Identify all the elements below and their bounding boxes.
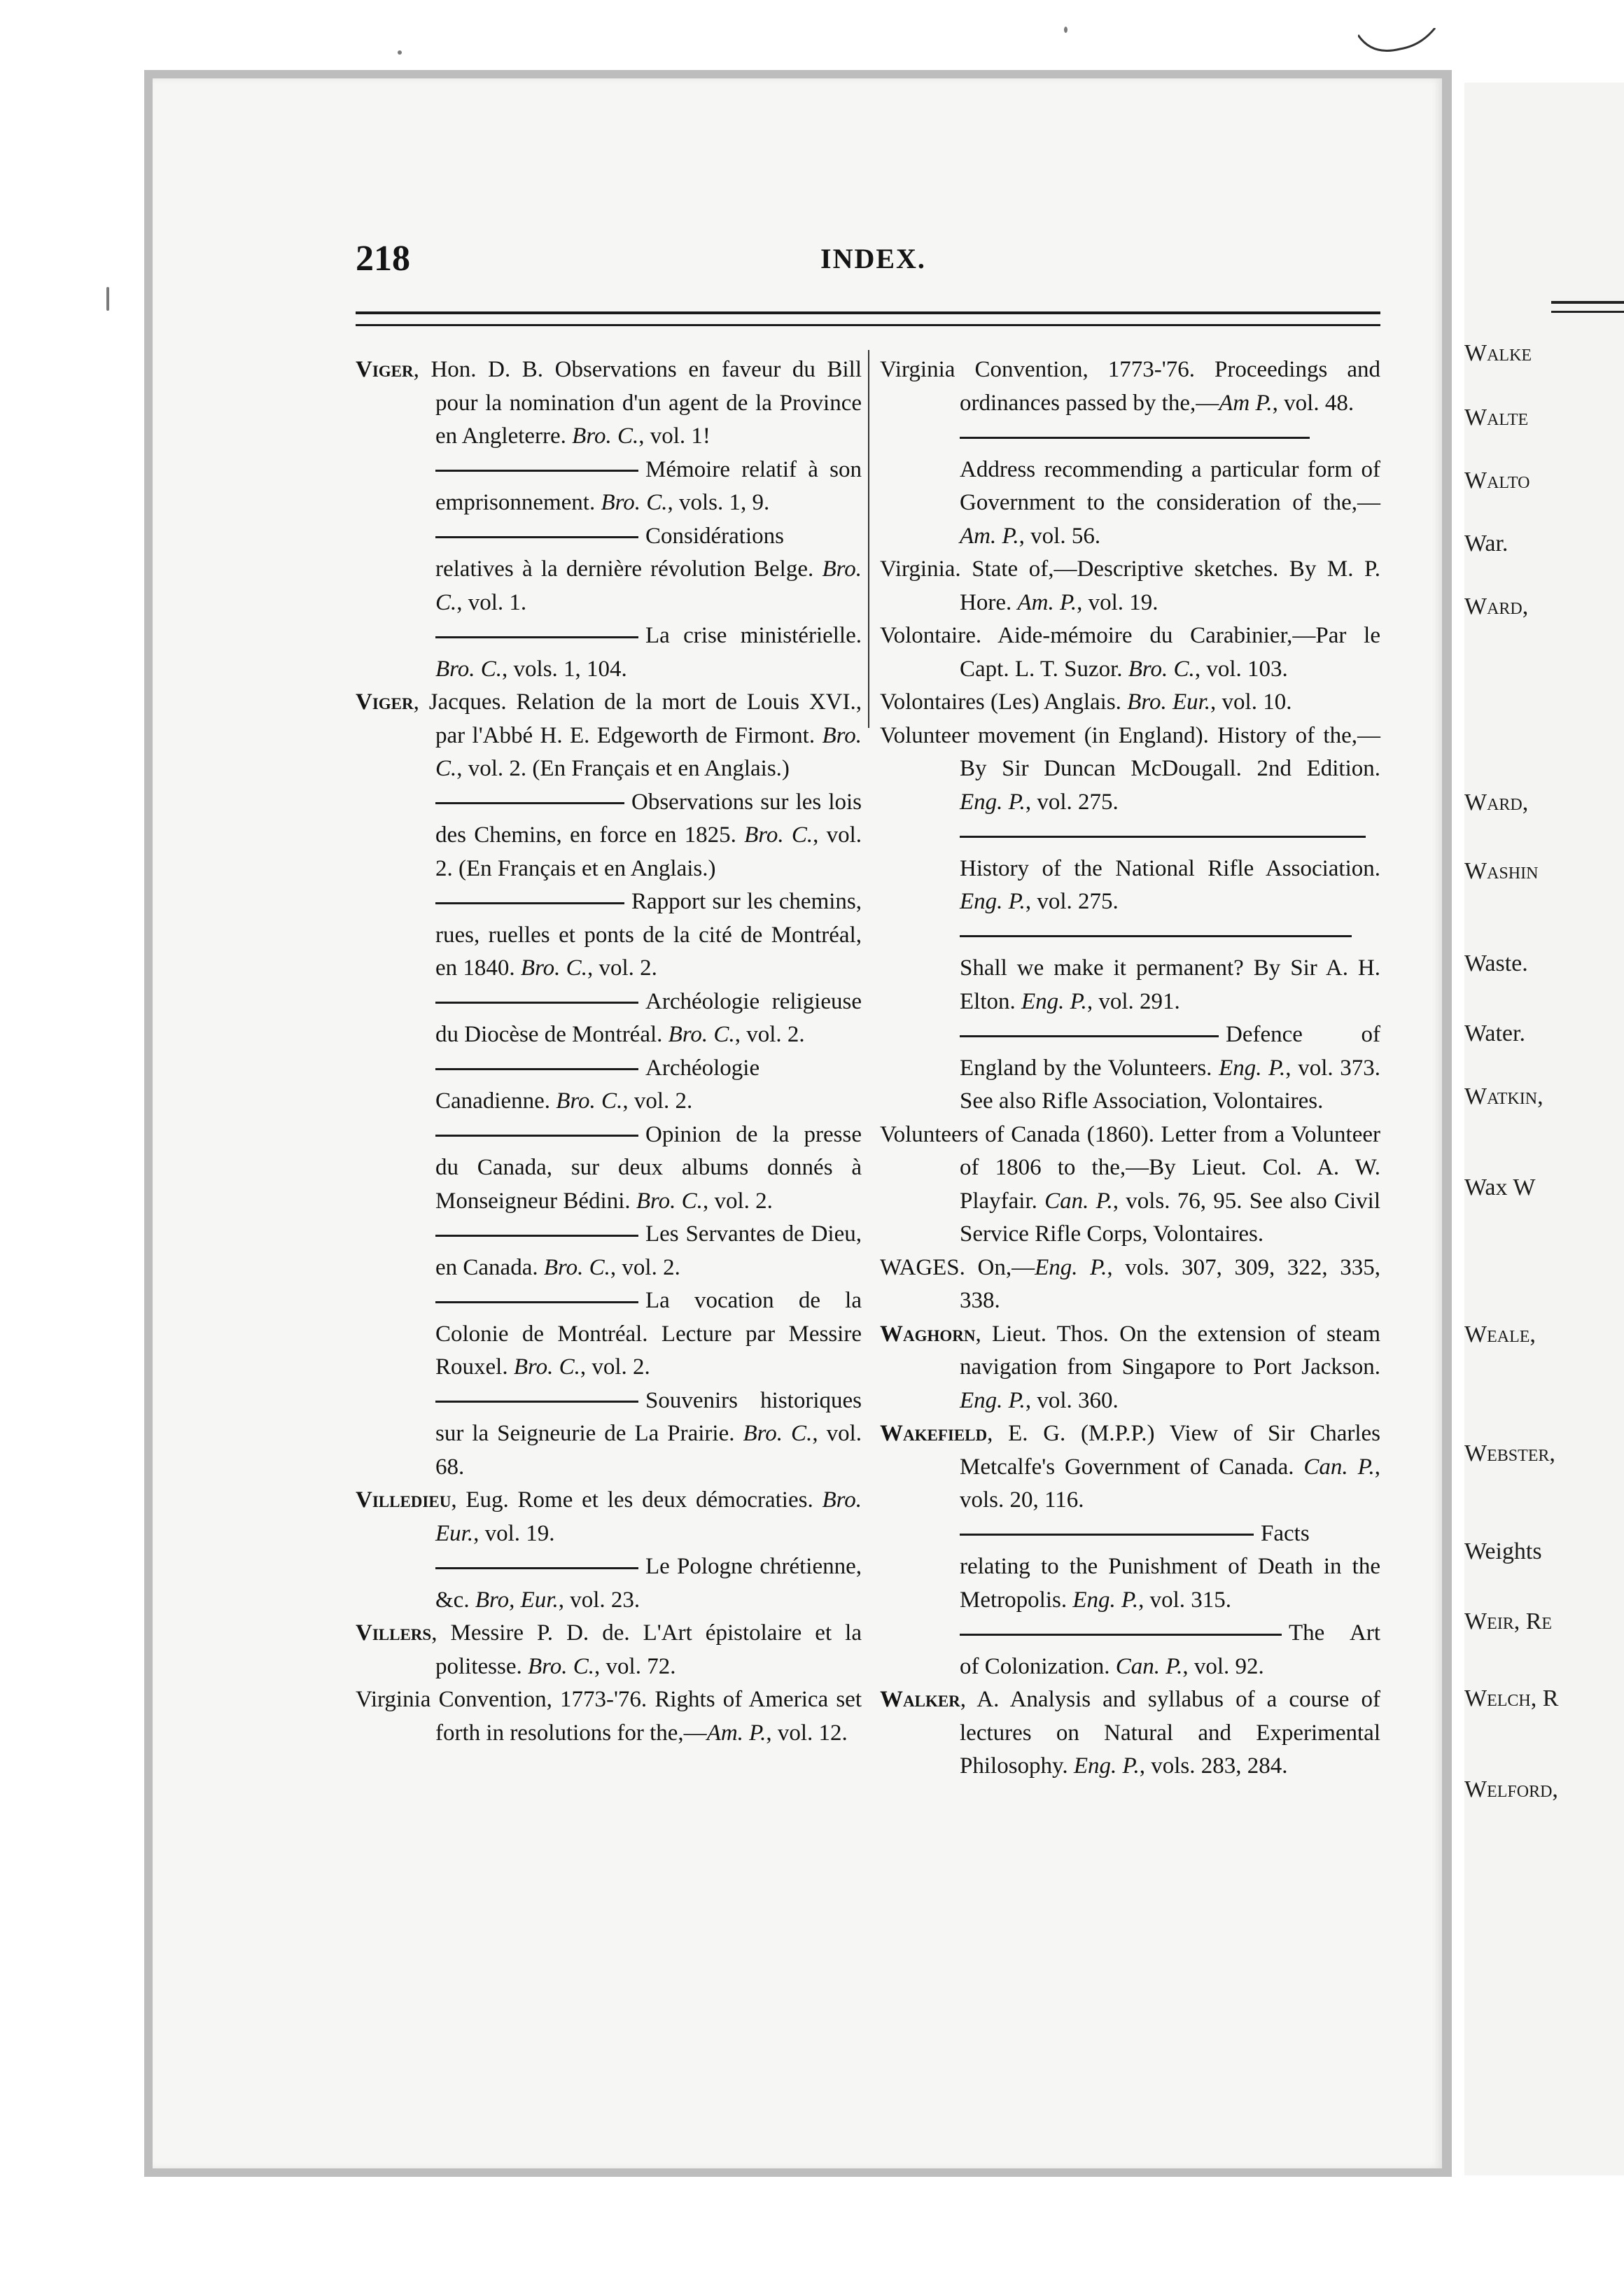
ditto-dash (435, 802, 624, 804)
adjacent-page-fragment: Waste. (1464, 951, 1528, 976)
adjacent-page-fragment: Weir, Re (1464, 1608, 1553, 1634)
page-number: 218 (356, 239, 410, 279)
entry-source: Eng. P. (960, 789, 1026, 815)
entry-text: Les Servantes de Dieu, en Canada. (435, 1221, 862, 1280)
index-entry (356, 986, 862, 1052)
index-entry (880, 553, 1380, 619)
header-double-rule (356, 311, 1380, 326)
entry-reference: , vol. 2. (610, 1254, 680, 1280)
scan-speck (398, 50, 402, 55)
adjacent-page-fragment: Watkin, (1464, 1084, 1544, 1109)
entry-source: Bro. C. (513, 1354, 580, 1380)
entry-text: , Eug. Rome et les deux démocraties. (451, 1487, 822, 1513)
ditto-dash (960, 836, 1366, 838)
entry-source: Eng. P. (1035, 1254, 1107, 1280)
entry-source: Eng. P. (1021, 988, 1087, 1014)
entry-reference: , vol. 2. (734, 1022, 805, 1047)
entry-text: Volunteer movement (in England). History of the,—By Sir Duncan McDougall. 2nd Edition. (880, 722, 1380, 781)
index-entry (880, 819, 1380, 919)
entry-text: , Messire P. D. de. L'Art épistolaire et la politesse. (431, 1620, 862, 1679)
entry-headword: Wakefield (880, 1421, 988, 1446)
index-entry (880, 1417, 1380, 1517)
entry-source: Bro. C. (668, 1022, 735, 1047)
entry-text: Shall we make it permanent? By Sir A. H. Elton. (960, 955, 1380, 1014)
index-entry (356, 1683, 862, 1750)
entry-reference: , vol. 19. (1077, 589, 1158, 615)
index-entry (880, 353, 1380, 420)
adjacent-page-fragment: Washin (1464, 858, 1539, 884)
index-entry (880, 619, 1380, 686)
entry-text: Archéologie Canadienne. (435, 1055, 760, 1114)
entry-reference: , vol. 56. (1018, 523, 1101, 549)
index-entry (880, 686, 1380, 720)
entry-source: Bro. C. (556, 1088, 623, 1114)
entry-source: Bro. C. (743, 1421, 813, 1446)
index-entry (880, 1318, 1380, 1418)
ditto-dash (435, 1002, 638, 1004)
entry-text: The Art of Colonization. (960, 1620, 1380, 1679)
ditto-dash (435, 1401, 638, 1403)
entry-text: Defence of England by the Volunteers. (960, 1022, 1380, 1081)
ditto-dash (960, 1035, 1219, 1037)
entry-text: Virginia. State of,—Descriptive sketches. By M. P. Hore. (880, 556, 1380, 615)
entry-reference: , vol. 23. (558, 1587, 640, 1613)
entry-reference: , vol. 315. (1138, 1587, 1232, 1613)
entry-reference: , vol. 68. (435, 1421, 862, 1480)
entry-text: Observations sur les lois des Chemins, en force en 1825. (435, 789, 862, 848)
entry-source: Am P. (1219, 390, 1273, 416)
adjacent-page-fragment: Weale, (1464, 1321, 1536, 1347)
entry-source: Bro. C. (435, 722, 862, 781)
entry-source: Bro. C. (520, 955, 587, 981)
entry-source: Am. P. (1017, 589, 1077, 615)
entry-reference: , vol. 2. (702, 1188, 773, 1214)
entry-reference: , vol. 12. (766, 1720, 848, 1746)
adjacent-page-fragment: Walke (1464, 340, 1532, 366)
entry-reference: , vols. 1, 104. (502, 656, 627, 682)
entry-reference: , vol. 103. (1194, 656, 1288, 682)
entry-source: Eng. P. (1073, 1753, 1140, 1779)
entry-text: Opinion de la presse du Canada, sur deux albums donnés à Monseigneur Bédini. (435, 1121, 862, 1214)
entry-text: , Jacques. Relation de la mort de Louis XVI., par l'Abbé H. E. Edgeworth de Firmont. (413, 689, 862, 748)
entry-reference: , vol. 275. (1025, 889, 1119, 914)
ditto-dash (435, 902, 624, 904)
entry-text: La vocation de la Colonie de Montréal. Lecture par Messire Rouxel. (435, 1288, 862, 1380)
entry-reference: , vol. 1. (456, 589, 527, 615)
entry-source: Can. P. (1303, 1454, 1375, 1480)
scan-corner-mark (1358, 28, 1442, 70)
ditto-dash (435, 470, 638, 472)
index-entry (356, 353, 862, 454)
entry-text: Souvenirs historiques sur la Seigneurie de La Prairie. (435, 1387, 862, 1446)
entry-reference: , vol. 2. (En Français et en Anglais.) (456, 756, 790, 781)
entry-text: Facts relating to the Punishment of Death in the Metropolis. (960, 1520, 1380, 1613)
page-header (356, 238, 1380, 280)
index-entry (356, 619, 862, 686)
entry-headword: Waghorn (880, 1321, 976, 1347)
entry-source: Am. P. (706, 1720, 766, 1746)
adjacent-page-edge (1464, 83, 1624, 2175)
index-entry (880, 1617, 1380, 1683)
entry-source: Can. P. (1115, 1653, 1183, 1679)
entry-reference: , vol. 2. (587, 955, 657, 981)
adjacent-page-fragment: War. (1464, 531, 1508, 556)
entry-source: Bro. C. (744, 822, 813, 848)
adjacent-page-fragment: Webster, (1464, 1440, 1555, 1466)
ditto-dash (435, 1068, 638, 1070)
adjacent-page-fragment: Walto (1464, 468, 1530, 493)
index-entry (356, 1052, 862, 1119)
entry-reference: , vol. 1! (638, 423, 710, 449)
entry-reference: , vol. 2. (580, 1354, 650, 1380)
entry-reference: , vol. 291. (1086, 988, 1180, 1014)
index-column-right (880, 353, 1380, 1783)
entry-reference: , vol. 92. (1182, 1653, 1264, 1679)
entry-reference: , vols. 307, 309, 322, 335, 338. (960, 1254, 1381, 1313)
entry-reference: , vol. 19. (473, 1520, 555, 1546)
index-entry (356, 1384, 862, 1485)
ditto-dash (435, 1235, 638, 1237)
entry-source: Can. P. (1044, 1188, 1113, 1214)
entry-source: Eng. P. (960, 1387, 1026, 1413)
entry-text: Address recommending a particular form of Government to the consideration of the,— (960, 456, 1380, 515)
entry-text: Volontaire. Aide-mémoire du Carabinier,—Par le Capt. L. T. Suzor. (880, 623, 1380, 682)
entry-text: Volunteers of Canada (1860). Letter from a Volunteer of 1806 to the,—By Lieut. Col. A. W. Playfair. (880, 1121, 1380, 1214)
ditto-dash (960, 1534, 1254, 1536)
entry-text: History of the National Rifle Association. (960, 855, 1380, 881)
entry-text: Archéologie religieuse du Diocèse de Montréal. (435, 988, 862, 1047)
column-divider (868, 350, 869, 728)
entry-headword: Villers (356, 1620, 432, 1646)
entry-source: Bro. C. (601, 490, 668, 515)
index-entry (356, 1550, 862, 1617)
ditto-dash (435, 636, 638, 638)
entry-reference: , vols. 76, 95. See also Civil Service Rifle Corps, Volontaires. (960, 1188, 1380, 1247)
adjacent-page-fragment: Weights (1464, 1538, 1542, 1564)
entry-text: Considérations relatives à la dernière révolution Belge. (435, 523, 822, 582)
index-entry (880, 1683, 1380, 1783)
entry-headword: Walker (880, 1687, 960, 1712)
adjacent-page-fragment: Ward, (1464, 790, 1529, 815)
entry-text: , Lieut. Thos. On the extension of steam navigation from Singapore to Port Jackson. (960, 1321, 1380, 1380)
scan-speck (1064, 27, 1068, 33)
entry-headword: Viger (356, 689, 414, 715)
index-entry (356, 1119, 862, 1219)
index-entry (880, 1119, 1380, 1251)
entry-reference: , vols. 283, 284. (1139, 1753, 1288, 1779)
entry-reference: , vol. 10. (1210, 689, 1292, 715)
entry-text: Mémoire relatif à son emprisonnement. (435, 456, 862, 515)
ditto-dash (435, 1567, 638, 1569)
adjacent-page-fragment: Welford, (1464, 1776, 1558, 1802)
entry-headword: Villedieu (356, 1487, 451, 1513)
entry-source: Am. P. (960, 523, 1019, 549)
entry-reference: , vol. 2. (En Français et en Anglais.) (435, 822, 862, 881)
entry-reference: , vol. 48. (1272, 390, 1354, 416)
entry-text: Virginia Convention, 1773-'76. Proceedings and ordinances passed by the,— (880, 357, 1380, 416)
entry-source: Eng. P. (960, 889, 1026, 914)
entry-source: Bro. C. (1128, 656, 1195, 682)
entry-text: La crise ministérielle. (645, 623, 862, 648)
entry-text: Rapport sur les chemins, rues, ruelles et ponts de la cité de Montréal, en 1840. (435, 889, 862, 981)
adjacent-page-rule (1551, 301, 1624, 313)
entry-reference: , vols. 20, 116. (960, 1454, 1380, 1513)
entry-source: Bro. C. (543, 1254, 610, 1280)
entry-text: , Hon. D. B. Observations en faveur du Bill pour la nomination d'un agent de la Province en Angleterre. (413, 357, 862, 449)
entry-source: Bro. Eur. (435, 1487, 862, 1546)
ditto-dash (960, 437, 1310, 439)
index-entry (880, 1018, 1380, 1119)
entry-text: Virginia Convention, 1773-'76. Rights of America set forth in resolutions for the,— (356, 1687, 862, 1746)
entry-reference: , vol. 2. (622, 1088, 693, 1114)
index-entry (356, 885, 862, 986)
entry-text: , E. G. (M.P.P.) View of Sir Charles Metcalfe's Government of Canada. (960, 1421, 1380, 1480)
entry-text: Le Pologne chrétienne, &c. (435, 1554, 862, 1613)
entry-source: Bro. C. (435, 556, 862, 615)
entry-source: Eng. P. (1072, 1587, 1139, 1613)
adjacent-page-fragment: Walte (1464, 405, 1529, 430)
entry-reference: , vols. 1, 9. (667, 490, 770, 515)
running-head: INDEX. (820, 243, 926, 274)
ditto-dash (960, 935, 1352, 937)
adjacent-page-fragment: Ward, (1464, 594, 1529, 619)
entry-source: Bro. C. (636, 1188, 703, 1214)
entry-reference: , vol. 373. See also Rifle Association, Volontaires. (960, 1055, 1381, 1114)
index-entry (356, 520, 862, 620)
entry-source: Bro. C. (572, 423, 639, 449)
index-entry (356, 1484, 862, 1550)
index-entry (356, 454, 862, 520)
ditto-dash (435, 1135, 638, 1137)
entry-source: Bro. C. (527, 1653, 595, 1679)
entry-text: WAGES. On,— (880, 1254, 1035, 1280)
ditto-dash (435, 536, 638, 538)
index-entry (880, 1251, 1380, 1318)
entry-source: Bro. Eur. (1127, 689, 1211, 715)
adjacent-page-fragment: Wax W (1464, 1174, 1536, 1200)
scan-speck (106, 287, 109, 311)
index-entry (356, 1617, 862, 1683)
index-entry (356, 1284, 862, 1384)
adjacent-page-fragment: Water. (1464, 1021, 1525, 1046)
ditto-dash (960, 1634, 1282, 1636)
entry-reference: , vol. 275. (1025, 789, 1119, 815)
index-column-left (356, 353, 862, 1750)
ditto-dash (435, 1301, 638, 1303)
adjacent-page-fragment: Welch, R (1464, 1685, 1559, 1711)
index-entry (356, 1218, 862, 1284)
index-entry (356, 686, 862, 786)
index-entry (880, 720, 1380, 820)
entry-reference: , vol. 72. (594, 1653, 676, 1679)
entry-text: Volontaires (Les) Anglais. (880, 689, 1128, 715)
entry-source: Bro. C. (435, 656, 503, 682)
index-entry (356, 786, 862, 886)
entry-headword: Viger (356, 357, 414, 382)
entry-text: , A. Analysis and syllabus of a course of lectures on Natural and Experimental Philosophy. (960, 1687, 1380, 1779)
index-entry (880, 420, 1380, 553)
index-entry (880, 1517, 1380, 1618)
index-entry (880, 919, 1380, 1019)
entry-reference: , vol. 360. (1025, 1387, 1119, 1413)
entry-source: Eng. P. (1219, 1055, 1286, 1081)
entry-source: Bro, Eur. (475, 1587, 559, 1613)
